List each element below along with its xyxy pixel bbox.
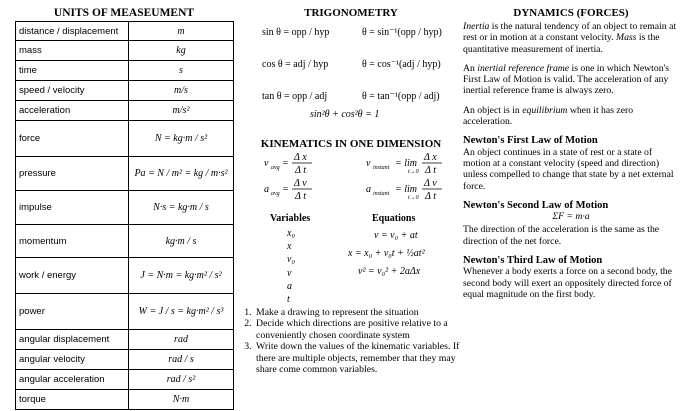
svg-text:Δ t: Δ t — [295, 165, 306, 176]
svg-text:Δ t: Δ t — [425, 191, 436, 202]
mass-text: is the quantitative measurement of inertia. — [463, 32, 660, 55]
dynamics-section — [463, 6, 679, 308]
svg-text:= lim: = lim — [395, 184, 418, 195]
table-row — [16, 101, 234, 121]
kinematics-definitions — [240, 151, 462, 203]
svg-text:=: = — [282, 184, 289, 195]
equation-velocity: v = v₀ + at — [374, 230, 418, 241]
equilibrium-term: equilibrium — [522, 104, 568, 116]
svg-text:a: a — [366, 184, 371, 195]
kinematics-title: KINEMATICS IN ONE DIMENSION — [260, 138, 442, 150]
trig-formulas — [240, 21, 462, 121]
unit-cell: N·m — [129, 390, 234, 410]
quantity-cell: torque — [16, 390, 129, 410]
trig-kinematics-section — [240, 6, 462, 375]
unit-cell: m/s — [129, 81, 234, 101]
equations-title: Equations — [372, 213, 416, 224]
quantity-cell: work / energy — [16, 258, 129, 294]
table-row — [16, 390, 234, 410]
svg-text:instant: instant — [373, 165, 390, 171]
law1-title: Newton's First Law of Motion — [463, 135, 598, 147]
asin-formula: θ = sin⁻¹(opp / hyp) — [362, 27, 442, 38]
unit-cell: N·s = kg·m / s — [129, 191, 234, 225]
units-section — [15, 6, 233, 410]
unit-cell: W = J / s = kg·m² / s³ — [129, 294, 234, 330]
table-row — [16, 22, 234, 41]
svg-text:a: a — [264, 184, 269, 195]
unit-cell: Pa = N / m² = kg / m·s² — [129, 157, 234, 191]
inertia-term: Inertia — [463, 21, 490, 32]
quantity-cell: distance / displacement — [16, 22, 129, 41]
svg-text:t→0: t→0 — [408, 169, 419, 175]
problem-steps — [240, 307, 462, 375]
table-row — [16, 121, 234, 157]
unit-cell: J = N·m = kg·m² / s² — [129, 258, 234, 294]
svg-text:avg: avg — [271, 165, 280, 171]
variable-v: v — [287, 267, 292, 279]
reference-frame-paragraph — [463, 63, 679, 97]
trig-title: TRIGONOMETRY — [304, 7, 398, 19]
svg-text:=: = — [282, 158, 289, 169]
svg-text:avg: avg — [271, 191, 280, 197]
acos-formula: θ = cos⁻¹(adj / hyp) — [362, 59, 441, 70]
kinematics-definitions-graphic — [240, 151, 462, 203]
svg-text:instant: instant — [373, 191, 390, 197]
unit-cell: m — [129, 22, 234, 41]
svg-text:Δ v: Δ v — [424, 178, 437, 189]
unit-cell: rad / s² — [129, 370, 234, 390]
unit-cell — [129, 121, 234, 157]
unit-cell: s — [129, 61, 234, 81]
svg-text:Δ t: Δ t — [425, 165, 436, 176]
svg-text:v: v — [264, 158, 269, 169]
quantity-cell: angular displacement — [16, 330, 129, 350]
frame-text-c: is one in which Newton's First Law of Motion is valid. The acceleration of any inertial reference frame is always zero. — [463, 62, 670, 97]
tan-formula: tan θ = opp / adj — [262, 91, 328, 102]
unit-cell: rad — [129, 330, 234, 350]
frame-term: inertial reference frame — [477, 62, 570, 74]
svg-text:Δ v: Δ v — [294, 178, 307, 189]
quantity-cell: angular acceleration — [16, 370, 129, 390]
variable-x: x — [287, 241, 292, 253]
table-row — [16, 41, 234, 61]
table-row — [16, 294, 234, 330]
inertia-paragraph — [463, 21, 679, 55]
cos-formula: cos θ = adj / hyp — [262, 59, 329, 70]
step-item: 3. Write down the values of the kinematic variables. If there are multiple objects, remember that they may share come common variables. — [254, 341, 462, 375]
svg-text:t→0: t→0 — [408, 195, 419, 201]
svg-text:Δ x: Δ x — [294, 152, 307, 163]
svg-text:Δ x: Δ x — [424, 152, 437, 163]
dynamics-title: DYNAMICS (FORCES) — [513, 7, 629, 19]
units-title: UNITS OF MEASEUMENT — [53, 7, 195, 19]
table-row — [16, 225, 234, 258]
equilibrium-text-c: when it has zero acceleration. — [463, 104, 634, 128]
table-row — [16, 61, 234, 81]
svg-text:Δ t: Δ t — [295, 191, 306, 202]
unit-formula-force: N = kg·m / s² — [154, 133, 208, 144]
variable-v0: v₀ — [287, 254, 295, 266]
atan-formula: θ = tan⁻¹(opp / adj) — [362, 91, 440, 102]
quantity-cell: pressure — [16, 157, 129, 191]
frame-text-a: An — [463, 62, 478, 74]
quantity-cell: time — [16, 61, 129, 81]
variables-title: Variables — [270, 213, 311, 224]
units-table — [15, 21, 234, 410]
table-row — [16, 81, 234, 101]
quantity-cell: power — [16, 294, 129, 330]
mass-term: Mass — [616, 32, 637, 44]
equilibrium-paragraph — [463, 105, 679, 128]
table-row — [16, 258, 234, 294]
quantity-cell: angular velocity — [16, 350, 129, 370]
equilibrium-text-a: An object is in — [463, 104, 523, 116]
unit-cell: kg — [129, 41, 234, 61]
law2-title: Newton's Second Law of Motion — [463, 199, 609, 211]
svg-text:= lim: = lim — [395, 158, 418, 169]
trig-identity: sin²θ + cos²θ = 1 — [310, 109, 380, 120]
quantity-cell: speed / velocity — [16, 81, 129, 101]
law3-title: Newton's Third Law of Motion — [463, 255, 603, 267]
variable-t: t — [287, 294, 290, 306]
table-row — [16, 350, 234, 370]
table-row — [16, 370, 234, 390]
quantity-cell: impulse — [16, 191, 129, 225]
unit-cell: m/s² — [129, 101, 234, 121]
equations-list — [348, 227, 425, 281]
table-row — [16, 157, 234, 191]
law3-text: Whenever a body exerts a force on a second body, the second body will exert an oppositely directed force of equal magnitude on the first body. — [463, 266, 672, 300]
quantity-cell: mass — [16, 41, 129, 61]
inertia-text: is the natural tendency of an object to remain at rest or in motion at a constant velocity. — [463, 21, 677, 44]
law2-formula: ΣF = m·a — [552, 211, 590, 223]
quantity-cell: acceleration — [16, 101, 129, 121]
unit-cell: rad / s — [129, 350, 234, 370]
variables-list — [287, 227, 295, 306]
equation-position: x = x₀ + v₀t + ½at² — [348, 248, 425, 259]
sin-formula: sin θ = opp / hyp — [262, 27, 330, 38]
variable-x0: x₀ — [287, 228, 295, 239]
step-item: 1. Make a drawing to represent the situation — [254, 307, 462, 318]
quantity-cell: momentum — [16, 225, 129, 258]
quantity-cell: force — [16, 121, 129, 157]
step-item: 2. Decide which directions are positive relative to a conveniently chosen coordinate system — [254, 318, 462, 341]
law2-text: The direction of the acceleration is the same as the direction of the net force. — [463, 224, 660, 247]
law1-text: An object continues in a state of rest or a state of motion at a constant velocity (speed and direction) unless compelled to change that state by a net external force. — [463, 146, 674, 192]
svg-text:v: v — [366, 158, 371, 169]
unit-cell: kg·m / s — [129, 225, 234, 258]
variable-a: a — [287, 280, 292, 292]
equation-timeless: v² = v₀² + 2aΔx — [358, 266, 421, 277]
table-row — [16, 330, 234, 350]
kinematics-vars-eqs — [240, 203, 462, 306]
table-row — [16, 191, 234, 225]
